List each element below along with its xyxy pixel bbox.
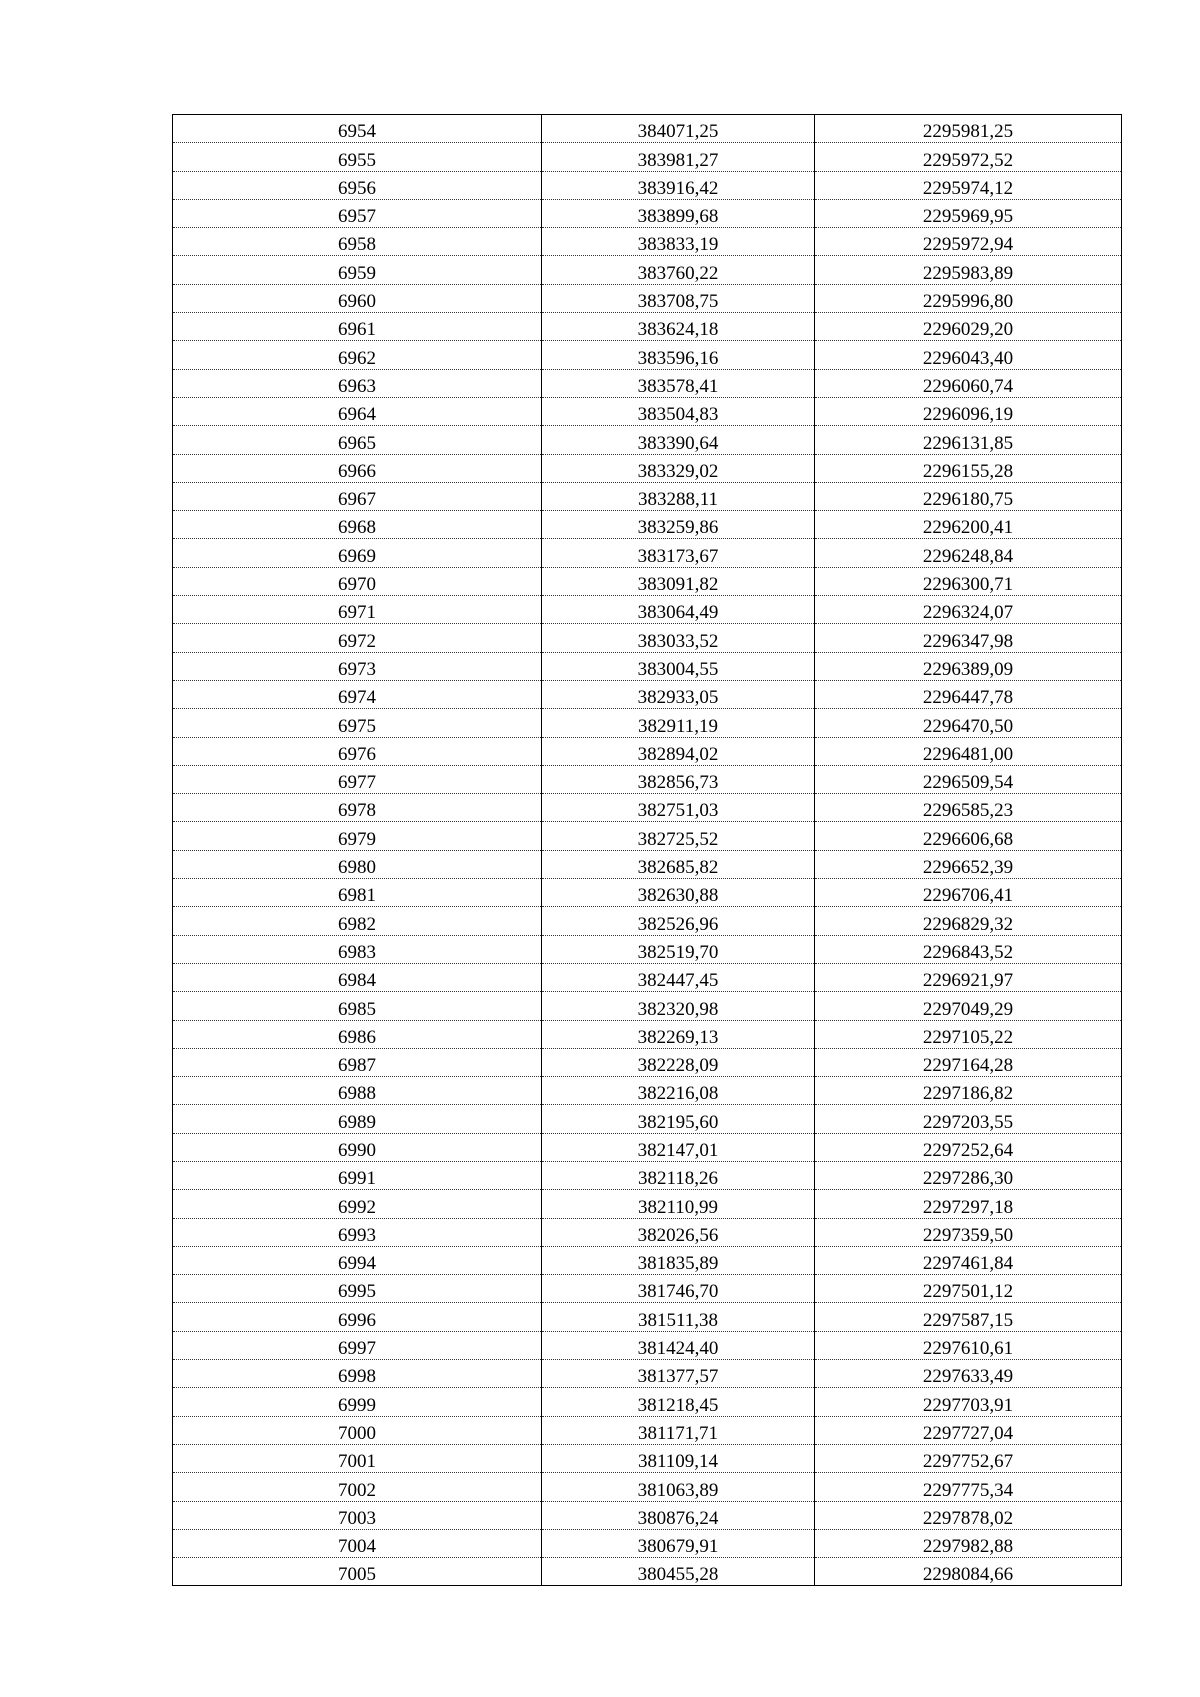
x-coordinate-cell: 383329,02 <box>542 454 815 482</box>
point-number-cell: 6974 <box>173 680 542 708</box>
y-coordinate-cell: 2296029,20 <box>815 313 1122 341</box>
y-coordinate-cell: 2297587,15 <box>815 1303 1122 1331</box>
y-coordinate-cell: 2296389,09 <box>815 652 1122 680</box>
point-number-cell: 6969 <box>173 539 542 567</box>
x-coordinate-cell: 383173,67 <box>542 539 815 567</box>
table-row <box>173 1246 1122 1274</box>
table-row <box>173 171 1122 199</box>
x-coordinate-cell: 381746,70 <box>542 1275 815 1303</box>
y-coordinate-cell: 2295974,12 <box>815 171 1122 199</box>
y-coordinate-cell: 2297703,91 <box>815 1388 1122 1416</box>
y-coordinate-cell: 2297164,28 <box>815 1048 1122 1076</box>
y-coordinate-cell: 2297359,50 <box>815 1218 1122 1246</box>
y-coordinate-cell: 2296043,40 <box>815 341 1122 369</box>
y-coordinate-cell: 2296829,32 <box>815 907 1122 935</box>
point-number-cell: 6966 <box>173 454 542 482</box>
table-row <box>173 1416 1122 1444</box>
y-coordinate-cell: 2296347,98 <box>815 624 1122 652</box>
x-coordinate-cell: 381063,89 <box>542 1473 815 1501</box>
table-row <box>173 1275 1122 1303</box>
y-coordinate-cell: 2297878,02 <box>815 1501 1122 1529</box>
y-coordinate-cell: 2296470,50 <box>815 709 1122 737</box>
x-coordinate-cell: 382269,13 <box>542 1020 815 1048</box>
y-coordinate-cell: 2296060,74 <box>815 369 1122 397</box>
table-row <box>173 284 1122 312</box>
table-row <box>173 794 1122 822</box>
x-coordinate-cell: 381377,57 <box>542 1360 815 1388</box>
y-coordinate-cell: 2297286,30 <box>815 1161 1122 1189</box>
y-coordinate-cell: 2297752,67 <box>815 1444 1122 1472</box>
point-number-cell: 6986 <box>173 1020 542 1048</box>
point-number-cell: 6975 <box>173 709 542 737</box>
point-number-cell: 6958 <box>173 228 542 256</box>
y-coordinate-cell: 2297049,29 <box>815 992 1122 1020</box>
y-coordinate-cell: 2297982,88 <box>815 1529 1122 1557</box>
point-number-cell: 6955 <box>173 143 542 171</box>
y-coordinate-cell: 2298084,66 <box>815 1558 1122 1586</box>
x-coordinate-cell: 383760,22 <box>542 256 815 284</box>
y-coordinate-cell: 2297461,84 <box>815 1246 1122 1274</box>
table-row <box>173 652 1122 680</box>
table-row <box>173 1020 1122 1048</box>
x-coordinate-cell: 382118,26 <box>542 1161 815 1189</box>
x-coordinate-cell: 382526,96 <box>542 907 815 935</box>
point-number-cell: 6979 <box>173 822 542 850</box>
table-row <box>173 1558 1122 1586</box>
table-row <box>173 454 1122 482</box>
table-row <box>173 1388 1122 1416</box>
x-coordinate-cell: 383004,55 <box>542 652 815 680</box>
table-row <box>173 1331 1122 1359</box>
table-row <box>173 228 1122 256</box>
x-coordinate-cell: 383833,19 <box>542 228 815 256</box>
x-coordinate-cell: 383390,64 <box>542 426 815 454</box>
x-coordinate-cell: 381218,45 <box>542 1388 815 1416</box>
y-coordinate-cell: 2296155,28 <box>815 454 1122 482</box>
y-coordinate-cell: 2296921,97 <box>815 963 1122 991</box>
y-coordinate-cell: 2296447,78 <box>815 680 1122 708</box>
x-coordinate-cell: 382933,05 <box>542 680 815 708</box>
table-row <box>173 1473 1122 1501</box>
point-number-cell: 6983 <box>173 935 542 963</box>
y-coordinate-cell: 2297297,18 <box>815 1190 1122 1218</box>
x-coordinate-cell: 381109,14 <box>542 1444 815 1472</box>
point-number-cell: 6995 <box>173 1275 542 1303</box>
y-coordinate-cell: 2297105,22 <box>815 1020 1122 1048</box>
point-number-cell: 6991 <box>173 1161 542 1189</box>
table-row <box>173 1133 1122 1161</box>
x-coordinate-cell: 383091,82 <box>542 567 815 595</box>
table-row <box>173 596 1122 624</box>
point-number-cell: 6988 <box>173 1077 542 1105</box>
point-number-cell: 6961 <box>173 313 542 341</box>
table-row <box>173 1444 1122 1472</box>
x-coordinate-cell: 382110,99 <box>542 1190 815 1218</box>
table-row <box>173 624 1122 652</box>
y-coordinate-cell: 2296509,54 <box>815 765 1122 793</box>
x-coordinate-cell: 382216,08 <box>542 1077 815 1105</box>
table-row <box>173 1190 1122 1218</box>
point-number-cell: 6982 <box>173 907 542 935</box>
point-number-cell: 6977 <box>173 765 542 793</box>
x-coordinate-cell: 383899,68 <box>542 199 815 227</box>
x-coordinate-cell: 382685,82 <box>542 850 815 878</box>
point-number-cell: 6992 <box>173 1190 542 1218</box>
y-coordinate-cell: 2297501,12 <box>815 1275 1122 1303</box>
point-number-cell: 6954 <box>173 115 542 143</box>
x-coordinate-cell: 381171,71 <box>542 1416 815 1444</box>
point-number-cell: 6963 <box>173 369 542 397</box>
table-row <box>173 199 1122 227</box>
table-row <box>173 1360 1122 1388</box>
x-coordinate-cell: 383624,18 <box>542 313 815 341</box>
point-number-cell: 6971 <box>173 596 542 624</box>
x-coordinate-cell: 382147,01 <box>542 1133 815 1161</box>
table-row <box>173 369 1122 397</box>
y-coordinate-cell: 2297775,34 <box>815 1473 1122 1501</box>
point-number-cell: 6968 <box>173 511 542 539</box>
table-row <box>173 1303 1122 1331</box>
point-number-cell: 6956 <box>173 171 542 199</box>
y-coordinate-cell: 2296706,41 <box>815 879 1122 907</box>
y-coordinate-cell: 2297727,04 <box>815 1416 1122 1444</box>
point-number-cell: 6985 <box>173 992 542 1020</box>
point-number-cell: 6996 <box>173 1303 542 1331</box>
x-coordinate-cell: 382630,88 <box>542 879 815 907</box>
y-coordinate-cell: 2296324,07 <box>815 596 1122 624</box>
y-coordinate-cell: 2296606,68 <box>815 822 1122 850</box>
y-coordinate-cell: 2297203,55 <box>815 1105 1122 1133</box>
table-row <box>173 680 1122 708</box>
point-number-cell: 7000 <box>173 1416 542 1444</box>
table-row <box>173 482 1122 510</box>
table-row <box>173 935 1122 963</box>
table-row <box>173 313 1122 341</box>
y-coordinate-cell: 2296300,71 <box>815 567 1122 595</box>
table-row <box>173 115 1122 143</box>
point-number-cell: 7002 <box>173 1473 542 1501</box>
coordinates-table <box>172 114 1122 1586</box>
table-row <box>173 737 1122 765</box>
x-coordinate-cell: 380455,28 <box>542 1558 815 1586</box>
x-coordinate-cell: 380876,24 <box>542 1501 815 1529</box>
point-number-cell: 6980 <box>173 850 542 878</box>
x-coordinate-cell: 382447,45 <box>542 963 815 991</box>
y-coordinate-cell: 2297186,82 <box>815 1077 1122 1105</box>
table-row <box>173 963 1122 991</box>
point-number-cell: 6970 <box>173 567 542 595</box>
x-coordinate-cell: 382026,56 <box>542 1218 815 1246</box>
y-coordinate-cell: 2296180,75 <box>815 482 1122 510</box>
x-coordinate-cell: 381424,40 <box>542 1331 815 1359</box>
table-row <box>173 879 1122 907</box>
point-number-cell: 6973 <box>173 652 542 680</box>
x-coordinate-cell: 383504,83 <box>542 397 815 425</box>
point-number-cell: 7005 <box>173 1558 542 1586</box>
table-row <box>173 709 1122 737</box>
point-number-cell: 6997 <box>173 1331 542 1359</box>
point-number-cell: 6967 <box>173 482 542 510</box>
point-number-cell: 6965 <box>173 426 542 454</box>
table-row <box>173 397 1122 425</box>
x-coordinate-cell: 383033,52 <box>542 624 815 652</box>
x-coordinate-cell: 383578,41 <box>542 369 815 397</box>
y-coordinate-cell: 2296131,85 <box>815 426 1122 454</box>
table-row <box>173 539 1122 567</box>
x-coordinate-cell: 381511,38 <box>542 1303 815 1331</box>
point-number-cell: 6989 <box>173 1105 542 1133</box>
x-coordinate-cell: 382856,73 <box>542 765 815 793</box>
table-row <box>173 907 1122 935</box>
table-row <box>173 256 1122 284</box>
point-number-cell: 7004 <box>173 1529 542 1557</box>
table-row <box>173 1048 1122 1076</box>
table-row <box>173 567 1122 595</box>
y-coordinate-cell: 2295972,52 <box>815 143 1122 171</box>
x-coordinate-cell: 384071,25 <box>542 115 815 143</box>
point-number-cell: 6999 <box>173 1388 542 1416</box>
y-coordinate-cell: 2295969,95 <box>815 199 1122 227</box>
y-coordinate-cell: 2295996,80 <box>815 284 1122 312</box>
x-coordinate-cell: 382911,19 <box>542 709 815 737</box>
point-number-cell: 6998 <box>173 1360 542 1388</box>
x-coordinate-cell: 382320,98 <box>542 992 815 1020</box>
x-coordinate-cell: 383064,49 <box>542 596 815 624</box>
x-coordinate-cell: 382228,09 <box>542 1048 815 1076</box>
point-number-cell: 6960 <box>173 284 542 312</box>
point-number-cell: 6981 <box>173 879 542 907</box>
table-row <box>173 1077 1122 1105</box>
table-row <box>173 341 1122 369</box>
point-number-cell: 6987 <box>173 1048 542 1076</box>
table-row <box>173 143 1122 171</box>
table-row <box>173 765 1122 793</box>
x-coordinate-cell: 383596,16 <box>542 341 815 369</box>
point-number-cell: 6990 <box>173 1133 542 1161</box>
x-coordinate-cell: 382751,03 <box>542 794 815 822</box>
point-number-cell: 6962 <box>173 341 542 369</box>
y-coordinate-cell: 2296481,00 <box>815 737 1122 765</box>
point-number-cell: 7001 <box>173 1444 542 1472</box>
x-coordinate-cell: 382519,70 <box>542 935 815 963</box>
y-coordinate-cell: 2296843,52 <box>815 935 1122 963</box>
table-row <box>173 850 1122 878</box>
point-number-cell: 6993 <box>173 1218 542 1246</box>
table-row <box>173 1161 1122 1189</box>
y-coordinate-cell: 2296096,19 <box>815 397 1122 425</box>
x-coordinate-cell: 383288,11 <box>542 482 815 510</box>
table-row <box>173 1501 1122 1529</box>
table-row <box>173 1105 1122 1133</box>
point-number-cell: 6978 <box>173 794 542 822</box>
y-coordinate-cell: 2297610,61 <box>815 1331 1122 1359</box>
point-number-cell: 6984 <box>173 963 542 991</box>
table-row <box>173 1529 1122 1557</box>
point-number-cell: 6972 <box>173 624 542 652</box>
point-number-cell: 6957 <box>173 199 542 227</box>
x-coordinate-cell: 381835,89 <box>542 1246 815 1274</box>
y-coordinate-cell: 2295983,89 <box>815 256 1122 284</box>
x-coordinate-cell: 383981,27 <box>542 143 815 171</box>
x-coordinate-cell: 383259,86 <box>542 511 815 539</box>
y-coordinate-cell: 2297633,49 <box>815 1360 1122 1388</box>
x-coordinate-cell: 382894,02 <box>542 737 815 765</box>
x-coordinate-cell: 383916,42 <box>542 171 815 199</box>
table-row <box>173 822 1122 850</box>
y-coordinate-cell: 2296585,23 <box>815 794 1122 822</box>
y-coordinate-cell: 2297252,64 <box>815 1133 1122 1161</box>
table-row <box>173 992 1122 1020</box>
table-row <box>173 511 1122 539</box>
y-coordinate-cell: 2296200,41 <box>815 511 1122 539</box>
y-coordinate-cell: 2296652,39 <box>815 850 1122 878</box>
table-row <box>173 1218 1122 1246</box>
point-number-cell: 7003 <box>173 1501 542 1529</box>
x-coordinate-cell: 380679,91 <box>542 1529 815 1557</box>
point-number-cell: 6959 <box>173 256 542 284</box>
point-number-cell: 6994 <box>173 1246 542 1274</box>
x-coordinate-cell: 382725,52 <box>542 822 815 850</box>
x-coordinate-cell: 383708,75 <box>542 284 815 312</box>
x-coordinate-cell: 382195,60 <box>542 1105 815 1133</box>
table-row <box>173 426 1122 454</box>
point-number-cell: 6976 <box>173 737 542 765</box>
y-coordinate-cell: 2295972,94 <box>815 228 1122 256</box>
y-coordinate-cell: 2296248,84 <box>815 539 1122 567</box>
point-number-cell: 6964 <box>173 397 542 425</box>
coordinates-table-body <box>173 115 1122 1586</box>
y-coordinate-cell: 2295981,25 <box>815 115 1122 143</box>
